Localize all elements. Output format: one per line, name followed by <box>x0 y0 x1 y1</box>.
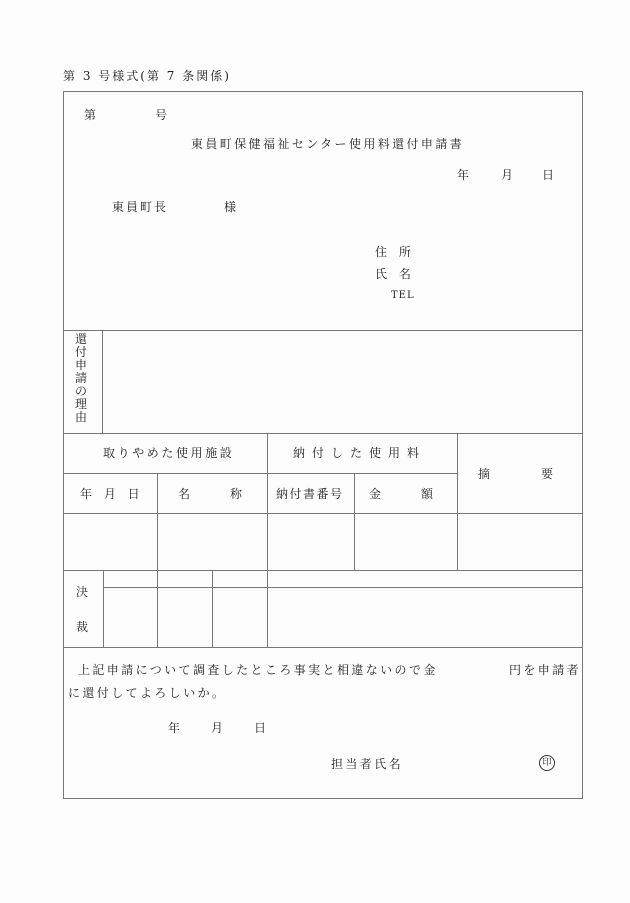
date-month: 月 <box>501 168 517 182</box>
number-prefix: 第 <box>84 108 100 122</box>
approval-text-line1: 上記申請について調査したところ事実と相違ないので金 <box>78 663 438 677</box>
decision-label-bottom: 裁 <box>76 620 92 634</box>
divider <box>103 587 583 588</box>
form-number-label: 第 3 号様式(第 7 条関係) <box>63 69 231 83</box>
date-year: 年 <box>457 168 473 182</box>
date-day: 日 <box>542 168 558 182</box>
divider <box>63 570 583 571</box>
staff-name-label: 担当者氏名 <box>331 757 404 771</box>
reason-field[interactable] <box>103 331 582 432</box>
seal-icon: 印 <box>539 755 555 771</box>
col-receipt-number: 納付書番号 <box>276 487 344 501</box>
approval-date-day: 日 <box>254 721 270 735</box>
approval-text-line2: に還付してよろしいか。 <box>68 686 227 700</box>
approval-amount-field[interactable] <box>430 660 506 678</box>
cell-amount[interactable] <box>355 514 457 570</box>
facility-group-header: 取りやめた使用施設 <box>103 446 235 460</box>
approval-amount-unit: 円を申請者 <box>509 663 582 677</box>
addressee: 東員町長 <box>112 200 169 214</box>
divider <box>63 647 583 648</box>
col-amount: 金 額 <box>369 487 435 501</box>
address-label: 住 所 <box>375 245 415 259</box>
divider <box>212 570 213 647</box>
cell-name[interactable] <box>158 514 267 570</box>
cell-receipt-number[interactable] <box>268 514 354 570</box>
cell-remarks[interactable] <box>458 514 582 570</box>
approval-date-month: 月 <box>211 721 227 735</box>
reason-label: 還付申請の理由 <box>74 332 87 424</box>
divider <box>63 433 583 434</box>
document-title: 東員町保健福祉センター使用料還付申請書 <box>191 137 465 151</box>
divider <box>267 570 268 647</box>
fee-group-header: 納付した使用料 <box>293 446 427 460</box>
approval-date-year: 年 <box>168 721 184 735</box>
col-name: 名 称 <box>178 487 244 501</box>
divider <box>157 570 158 647</box>
addressee-honorific: 様 <box>224 200 240 214</box>
name-label: 氏 名 <box>375 267 415 281</box>
cell-date[interactable] <box>64 514 157 570</box>
col-date: 年 月 日 <box>80 487 144 501</box>
divider <box>63 473 457 474</box>
decision-label-top: 決 <box>76 585 92 599</box>
tel-label: TEL <box>391 290 415 301</box>
number-suffix: 号 <box>155 108 171 122</box>
remarks-header: 摘 要 <box>478 467 563 481</box>
divider <box>103 570 104 647</box>
